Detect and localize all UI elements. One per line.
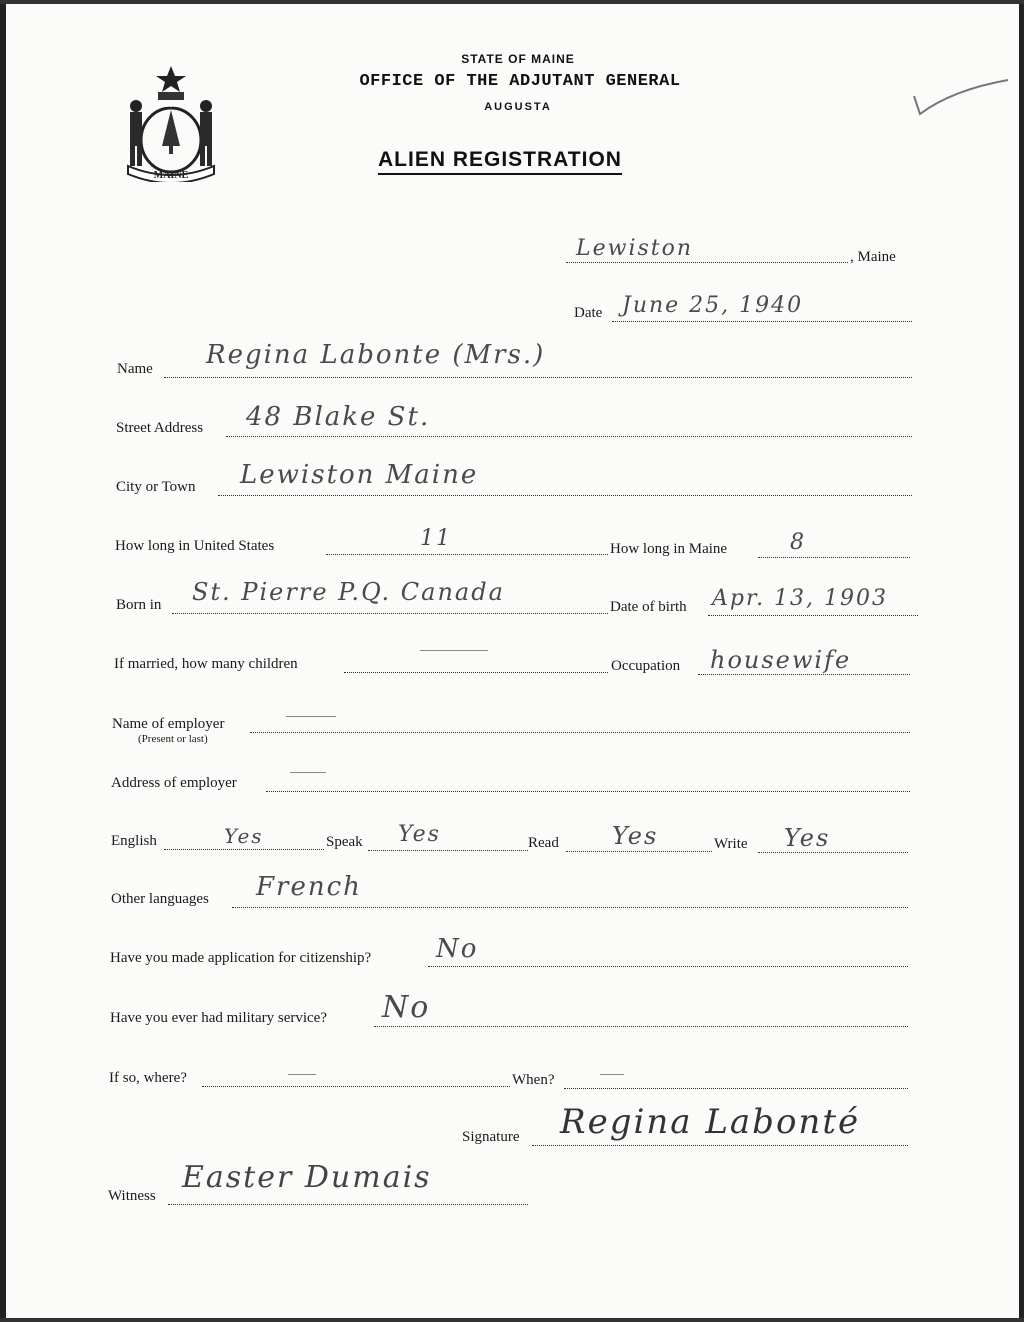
how-long-maine-label: How long in Maine — [610, 541, 728, 557]
english-line — [164, 849, 324, 850]
seal-banner-text: MAINE — [153, 170, 189, 181]
state-heading: STATE OF MAINE — [461, 52, 575, 66]
employer-sublabel: (Present or last) — [138, 733, 208, 745]
witness-line — [168, 1204, 528, 1205]
place-line — [566, 262, 848, 263]
scan-border-right — [1019, 0, 1024, 1322]
how-long-maine-line — [758, 557, 910, 558]
citizenship-line — [428, 966, 908, 967]
city-value[interactable]: Lewiston Maine — [240, 460, 479, 490]
name-line — [164, 377, 912, 378]
when-line — [564, 1088, 908, 1089]
how-long-us-line — [326, 554, 608, 555]
employer-address-dash — [290, 772, 326, 773]
date-of-birth-line — [708, 615, 918, 616]
witness-label: Witness — [108, 1188, 156, 1204]
city-label: City or Town — [116, 479, 196, 495]
where-dash — [288, 1074, 316, 1075]
city-heading: AUGUSTA — [484, 101, 552, 113]
street-address-value[interactable]: 48 Blake St. — [246, 402, 431, 432]
employer-address-label: Address of employer — [111, 775, 237, 791]
place-value[interactable]: Lewiston — [576, 236, 694, 261]
scan-border-bottom — [0, 1318, 1024, 1322]
date-line — [612, 321, 912, 322]
read-label: Read — [528, 835, 559, 851]
date-label: Date — [574, 305, 603, 321]
signature-label: Signature — [462, 1129, 520, 1145]
scan-border-left — [0, 0, 6, 1322]
born-in-value[interactable]: St. Pierre P.Q. Canada — [192, 578, 505, 606]
checkmark-icon — [912, 78, 1012, 118]
write-label: Write — [714, 836, 748, 852]
military-line — [374, 1026, 908, 1027]
speak-value[interactable]: Yes — [398, 822, 441, 847]
date-of-birth-label: Date of birth — [610, 599, 687, 615]
read-value[interactable]: Yes — [612, 822, 659, 850]
name-label: Name — [117, 361, 153, 377]
occupation-label: Occupation — [611, 658, 681, 674]
employer-label: Name of employer — [112, 716, 225, 732]
where-line — [202, 1086, 510, 1087]
when-dash — [600, 1074, 624, 1075]
other-languages-value[interactable]: French — [256, 872, 362, 902]
date-of-birth-value[interactable]: Apr. 13, 1903 — [712, 586, 889, 611]
read-line — [566, 851, 712, 852]
born-in-label: Born in — [116, 597, 162, 613]
military-value[interactable]: No — [382, 990, 431, 1025]
citizenship-label: Have you made application for citizenship? — [110, 950, 372, 966]
citizenship-value[interactable]: No — [436, 934, 479, 964]
speak-label: Speak — [326, 834, 363, 850]
street-address-line — [226, 436, 912, 437]
born-in-line — [172, 613, 608, 614]
how-long-us-label: How long in United States — [115, 538, 275, 554]
occupation-value[interactable]: housewife — [710, 646, 852, 674]
city-line — [218, 495, 912, 496]
employer-line — [250, 732, 910, 733]
write-value[interactable]: Yes — [784, 824, 831, 852]
write-line — [758, 852, 908, 853]
where-label: If so, where? — [109, 1070, 187, 1086]
when-label: When? — [512, 1072, 555, 1088]
military-label: Have you ever had military service? — [110, 1010, 327, 1026]
witness-value[interactable]: Easter Dumais — [182, 1160, 432, 1195]
other-languages-line — [232, 907, 908, 908]
children-dash — [420, 650, 488, 651]
other-languages-label: Other languages — [111, 891, 209, 907]
employer-dash — [286, 716, 336, 717]
children-line — [344, 672, 608, 673]
signature-value[interactable]: Regina Labonté — [560, 1102, 861, 1142]
employer-address-line — [266, 791, 910, 792]
form-title: ALIEN REGISTRATION — [378, 148, 622, 175]
scan-border-top — [0, 0, 1024, 4]
english-value[interactable]: Yes — [224, 824, 264, 848]
office-heading: OFFICE OF THE ADJUTANT GENERAL — [359, 72, 681, 91]
children-label: If married, how many children — [114, 656, 298, 672]
place-suffix-label: , Maine — [850, 249, 896, 265]
date-value[interactable]: June 25, 1940 — [622, 293, 804, 318]
name-value[interactable]: Regina Labonte (Mrs.) — [206, 340, 546, 370]
occupation-line — [698, 674, 910, 675]
seal-motto-text: DIRIGO — [160, 103, 182, 109]
how-long-maine-value[interactable]: 8 — [790, 530, 806, 555]
signature-line — [532, 1145, 908, 1146]
how-long-us-value[interactable]: 11 — [420, 526, 452, 551]
street-address-label: Street Address — [116, 420, 204, 436]
english-label: English — [111, 833, 157, 849]
speak-line — [368, 850, 528, 851]
